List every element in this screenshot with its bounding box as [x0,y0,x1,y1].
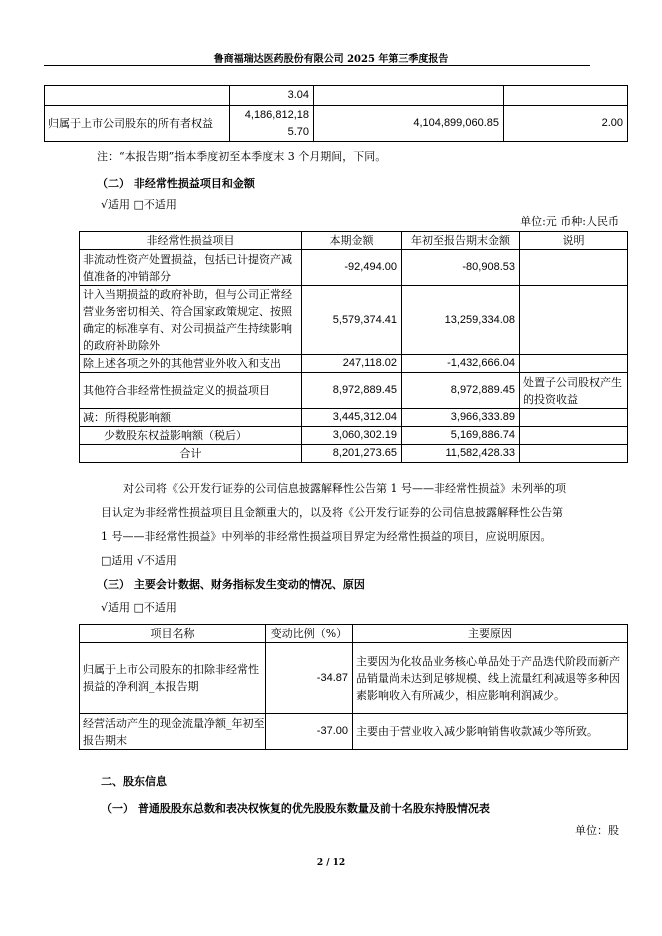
column-header: 年初至报告期末金额 [402,232,520,250]
current-value-line1: 4,186,812,18 [244,108,309,121]
table-cell: 经营活动产生的现金流量净额_年初至报告期末 [80,714,266,750]
table-cell [230,106,314,142]
column-header: 项目名称 [80,625,266,643]
table-row [80,286,628,355]
table-cell: 5,169,886.74 [402,427,520,445]
paragraph-line: 目认定为非经常性损益项目且金额重大的，以及将《公开发行证券的公司信息披露解释性公告第 [101,506,563,519]
table-cell: 除上述各项之外的其他营业外收入和支出 [80,355,302,373]
table-cell: 247,118.02 [302,355,402,373]
table-cell: 计入当期损益的政府补助，但与公司正常经营业务密切相关、符合国家政策规定、按照确定的标准享有、对公司损益产生持续影响的政府补助除外 [80,286,302,355]
table-row [80,445,628,463]
column-header: 非经常性损益项目 [80,232,302,250]
table-cell [520,445,628,463]
table-cell: 5,579,374.41 [302,286,402,355]
table-cell: 8,972,889.45 [402,373,520,409]
column-header: 主要原因 [353,625,628,643]
table-cell: 归属于上市公司股东的扣除非经常性损益的净利润_本报告期 [80,643,266,714]
table-cell: -92,494.00 [302,250,402,286]
table-cell [504,86,628,106]
table-cell: 3.04 [230,86,314,106]
table-cell: -34.87 [266,643,353,714]
table-row [80,427,628,445]
table-cell: 3,060,302.19 [302,427,402,445]
applicable-checkbox: √适用 □不适用 [101,198,177,211]
table-cell: 合计 [80,445,302,463]
table-cell: 8,201,273.65 [302,445,402,463]
column-header: 变动比例（%） [266,625,353,643]
table-cell: 减：所得税影响额 [80,409,302,427]
table-cell: 非流动性资产处置损益，包括已计提资产减值准备的冲销部分 [80,250,302,286]
header-divider [44,65,590,66]
column-header: 说明 [520,232,628,250]
table-cell: 处置子公司股权产生的投资收益 [520,373,628,409]
section-title: （三） 主要会计数据、财务指标发生变动的情况、原因 [97,578,365,591]
table-row [80,250,628,286]
table-cell: 少数股东权益影响额（税后） [80,427,302,445]
applicable-checkbox: □适用 √不适用 [101,554,177,567]
column-header: 本期金额 [302,232,402,250]
table-cell: 13,259,334.08 [402,286,520,355]
table-cell: 3,445,312.04 [302,409,402,427]
unit-text: 单位：股 [575,824,619,837]
equity-table [44,85,628,142]
table-cell: -80,908.53 [402,250,520,286]
table-row [80,373,628,409]
unit-text: 单位:元 币种:人民币 [520,215,619,228]
page-header: 鲁商福瑞达医药股份有限公司 2025 年第三季度报告 [213,54,449,65]
table-cell [520,427,628,445]
nonrecurring-table [79,231,628,463]
table-cell [45,86,230,106]
table-cell: -37.00 [266,714,353,750]
section-subtitle: （一） 普通股股东总数和表决权恢复的优先股股东数量及前十名股东持股情况表 [101,802,490,815]
table-cell: 归属于上市公司股东的所有者权益 [45,106,230,142]
table-cell: 其他符合非经常性损益定义的损益项目 [80,373,302,409]
page-number: 2 / 12 [316,858,346,868]
change-reason-table [79,624,628,750]
note-text: 注：“本报告期”指本季度初至本季度末 3 个月期间，下同。 [97,150,387,163]
table-cell [520,286,628,355]
table-row [80,409,628,427]
table-cell [520,355,628,373]
table-cell [314,86,504,106]
table-cell: 3,966,333.89 [402,409,520,427]
table-cell: 8,972,889.45 [302,373,402,409]
table-cell: 2.00 [504,106,628,142]
table-cell: 11,582,428.33 [402,445,520,463]
section-title: 二、股东信息 [101,775,167,788]
table-cell [520,250,628,286]
paragraph-line: 对公司将《公开发行证券的公司信息披露解释性公告第 1 号——非经常性损益》未列举的项 [123,482,566,495]
table-cell: 主要因为化妆品业务核心单品处于产品迭代阶段而新产品销量尚未达到足够规模、线上流量红利减退等多种因素影响收入有所减少，相应影响利润减少。 [353,643,628,714]
table-cell [520,409,628,427]
table-row [80,355,628,373]
table-row [80,643,628,714]
applicable-checkbox: √适用 □不适用 [101,601,177,614]
table-cell: -1,432,666.04 [402,355,520,373]
section-title: （二） 非经常性损益项目和金额 [97,177,255,190]
current-value-line2: 5.70 [287,125,309,138]
table-cell: 4,104,899,060.85 [314,106,504,142]
paragraph-line: 1 号——非经常性损益》中列举的非经常性损益项目界定为经常性损益的项目，应说明原因。 [101,530,552,543]
table-cell: 主要由于营业收入减少影响销售收款减少等所致。 [353,714,628,750]
table-row [80,714,628,750]
